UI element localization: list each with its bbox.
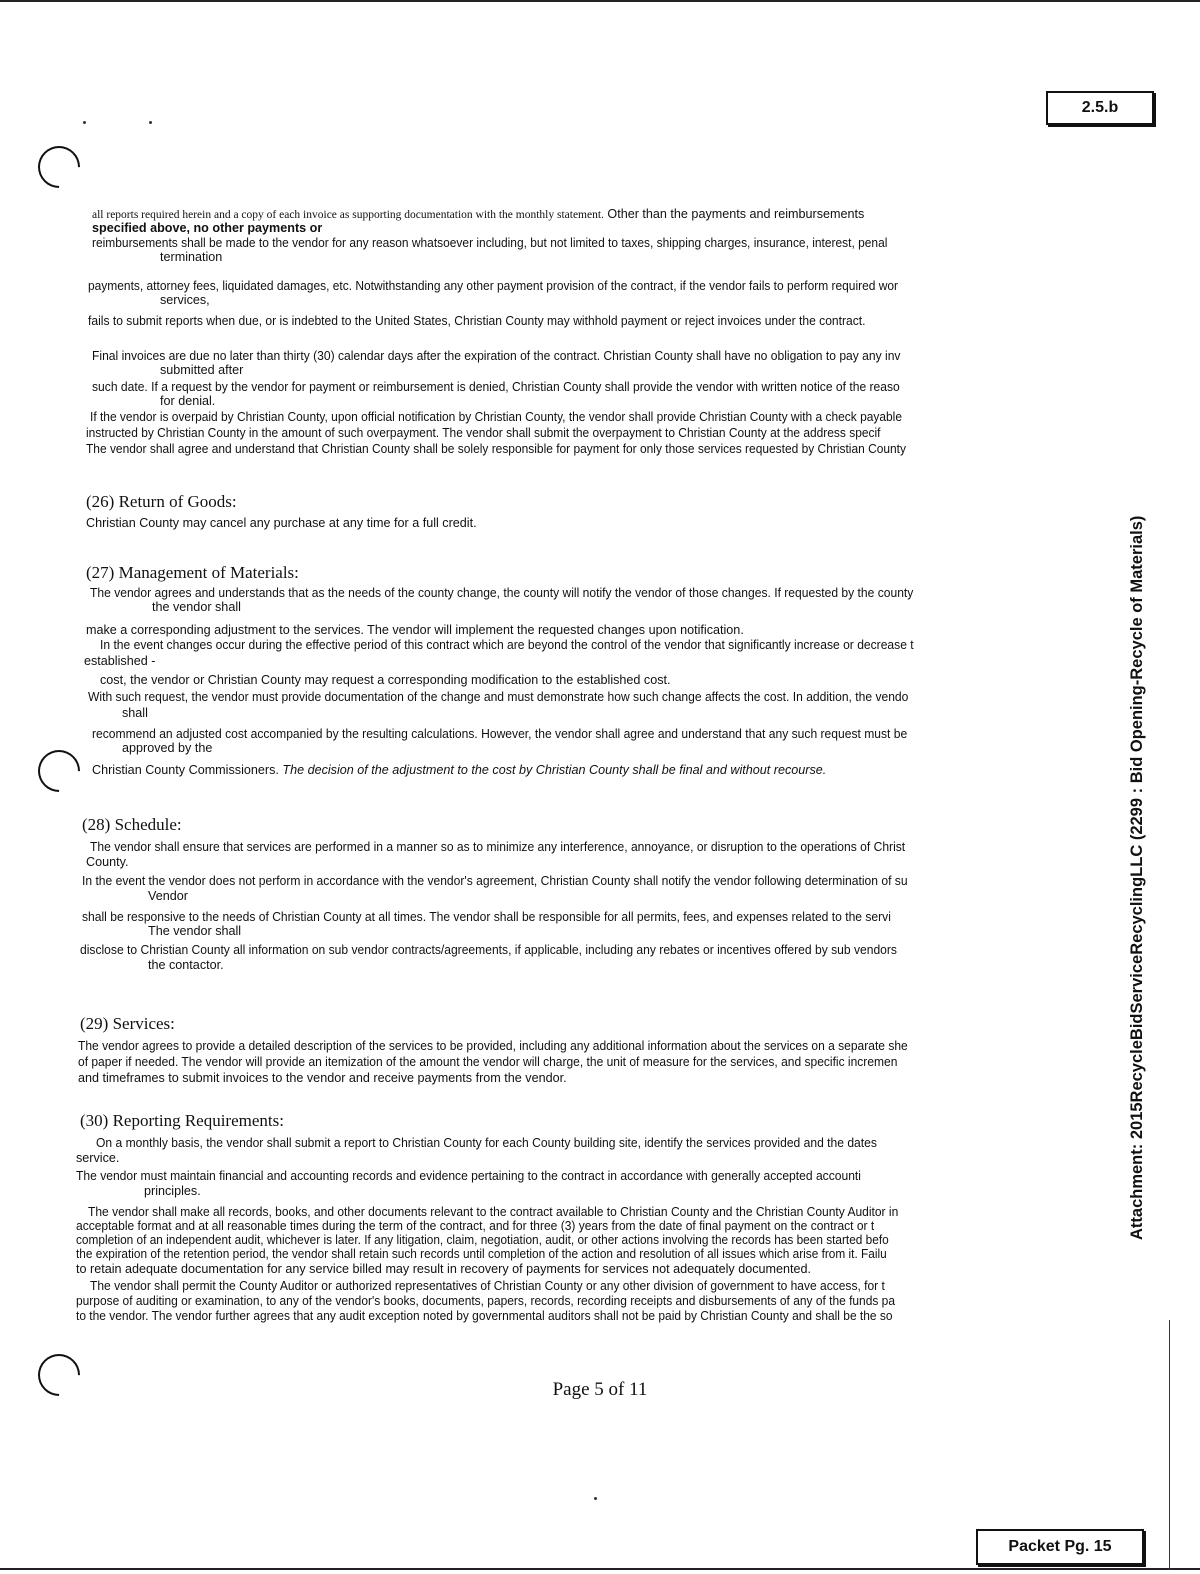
body-line: In the event the vendor does not perform in accordance with the vendor's agreement, Christian County shall notify the vendor following determination of su (82, 874, 908, 888)
body-line: shall be responsive to the needs of Christian County at all times. The vendor shall be responsible for all permits, fees, and expenses related to the servi (82, 910, 891, 924)
body-line: disclose to Christian County all information on sub vendor contracts/agreements, if applicable, including any rebates or incentives offered by sub vendors (80, 943, 897, 957)
body-line: fails to submit reports when due, or is indebted to the United States, Christian County may withhold payment or reject invoices under the contract. (88, 314, 866, 328)
body-line: Christian County may cancel any purchase at any time for a full credit. (86, 516, 477, 530)
body-line: such date. If a request by the vendor for payment or reimbursement is denied, Christian County shall provide the vendor with written notice of the reaso (92, 380, 900, 394)
body-line: make a corresponding adjustment to the services. The vendor will implement the requested changes upon notification. (86, 623, 744, 637)
body-line: If the vendor is overpaid by Christian County, upon official notification by Christian County, the vendor shall provide Christian County with a check payable (90, 410, 902, 424)
body-line: The vendor agrees to provide a detailed description of the services to be provided, including any additional information about the services on a separate she (78, 1039, 908, 1053)
scan-speck (594, 1497, 597, 1500)
body-line: The vendor shall make all records, books, and other documents relevant to the contract available to Christian County and the Christian County Auditor in (88, 1205, 899, 1219)
body-line: The vendor shall permit the County Auditor or authorized representatives of Christian County or any other division of government to have access, for t (90, 1279, 885, 1293)
body-line: for denial. (160, 394, 216, 408)
body-line: cost, the vendor or Christian County may request a corresponding modification to the established cost. (100, 673, 671, 687)
body-line: shall (122, 706, 148, 720)
body-line: Christian County Commissioners. The decision of the adjustment to the cost by Christian County shall be final and without recourse. (92, 763, 827, 777)
body-line: Vendor (148, 889, 188, 903)
attachment-sidebar: Attachment: 2015RecycleBidServiceRecyclingLLC (2299 : Bid Opening-Recycle of Materials) (1128, 515, 1146, 1240)
body-line: purpose of auditing or examination, to any of the vendor's books, documents, papers, records, recording receipts and disbursements of any of the funds pa (76, 1294, 895, 1308)
packet-page-tag: Packet Pg. 15 (976, 1529, 1144, 1565)
punch-hole-icon (29, 741, 88, 800)
body-line: to the vendor. The vendor further agrees that any audit exception noted by governmental auditors shall not be paid by Christian County and shall be the so (76, 1309, 893, 1323)
body-line: to retain adequate documentation for any service billed may result in recovery of payments for services not adequately documented. (76, 1262, 812, 1276)
top-border (0, 0, 1200, 2)
body-line: acceptable format and at all reasonable times during the term of the contract, and for three (3) years from the date of final payment on the contract or t (76, 1219, 875, 1233)
body-line: With such request, the vendor must provide documentation of the change and must demonstrate how such change affects the cost. In addition, the vendo (88, 690, 909, 704)
scan-speck (83, 121, 86, 124)
body-line: approved by the (122, 741, 213, 755)
body-line: The vendor shall (148, 924, 242, 938)
section-heading: (26) Return of Goods: (86, 492, 237, 511)
body-line: service. (76, 1151, 120, 1165)
body-line: established - (84, 654, 156, 668)
body-line: the vendor shall (152, 600, 241, 614)
body-line: principles. (144, 1184, 201, 1198)
body-line: In the event changes occur during the effective period of this contract which are beyond the control of the vendor that significantly increase or decrease t (100, 638, 914, 652)
body-line: specified above, no other payments or (92, 221, 323, 235)
body-line: the expiration of the retention period, the vendor shall retain such records until completion of the action and resolution of all issues which arise from it. Failu (76, 1247, 887, 1261)
body-line: completion of an independent audit, whichever is later. If any litigation, claim, negotiation, audit, or other actions involving the records has been started befo (76, 1233, 889, 1247)
section-heading: (30) Reporting Requirements: (80, 1111, 284, 1130)
body-line: the contactor. (148, 958, 224, 972)
body-line: County. (86, 855, 129, 869)
bottom-border (0, 1568, 1200, 1570)
body-line: services, (160, 293, 210, 307)
body-line: submitted after (160, 363, 244, 377)
body-line: The vendor agrees and understands that as the needs of the county change, the county will notify the vendor of those changes. If requested by the county (90, 586, 914, 600)
section-heading: (28) Schedule: (82, 815, 182, 834)
right-margin-rule (1169, 1320, 1170, 1570)
body-line: termination (160, 250, 223, 264)
body-line: payments, attorney fees, liquidated damages, etc. Notwithstanding any other payment provision of the contract, if the vendor fails to perform required wor (88, 279, 899, 293)
body-line: The vendor must maintain financial and accounting records and evidence pertaining to the contract in accordance with generally accepted accounti (76, 1169, 861, 1183)
body-line: reimbursements shall be made to the vendor for any reason whatsoever including, but not limited to taxes, shipping charges, insurance, interest, penal (92, 236, 888, 250)
body-line: recommend an adjusted cost accompanied by the resulting calculations. However, the vendor shall agree and understand that any such request must be (92, 727, 908, 741)
body-line: of paper if needed. The vendor will provide an itemization of the amount the vendor will charge, the unit of measure for the services, and specific incremen (78, 1055, 898, 1069)
page-number: Page 5 of 11 (552, 1379, 648, 1400)
body-line: On a monthly basis, the vendor shall submit a report to Christian County for each County building site, identify the services provided and the dates (96, 1136, 877, 1150)
punch-hole-icon (29, 137, 88, 196)
body-line: The vendor shall agree and understand that Christian County shall be solely responsible for payment for only those services requested by Christian County (86, 442, 906, 456)
body-line: Final invoices are due no later than thirty (30) calendar days after the expiration of the contract. Christian County shall have no obligation to pay any inv (92, 349, 901, 363)
scan-speck (149, 121, 152, 124)
body-line: instructed by Christian County in the amount of such overpayment. The vendor shall submit the overpayment to Christian County at the address specif (86, 426, 881, 440)
body-line: The vendor shall ensure that services are performed in a manner so as to minimize any interference, annoyance, or disruption to the operations of Christ (90, 840, 906, 854)
section-heading: (27) Management of Materials: (86, 563, 299, 582)
body-line: and timeframes to submit invoices to the vendor and receive payments from the vendor. (78, 1071, 567, 1085)
section-heading: (29) Services: (80, 1014, 175, 1033)
attachment-tag: 2.5.b (1046, 91, 1154, 125)
body-line: all reports required herein and a copy of each invoice as supporting documentation with the monthly statement. Other than the payments and reimbursements (92, 207, 865, 221)
